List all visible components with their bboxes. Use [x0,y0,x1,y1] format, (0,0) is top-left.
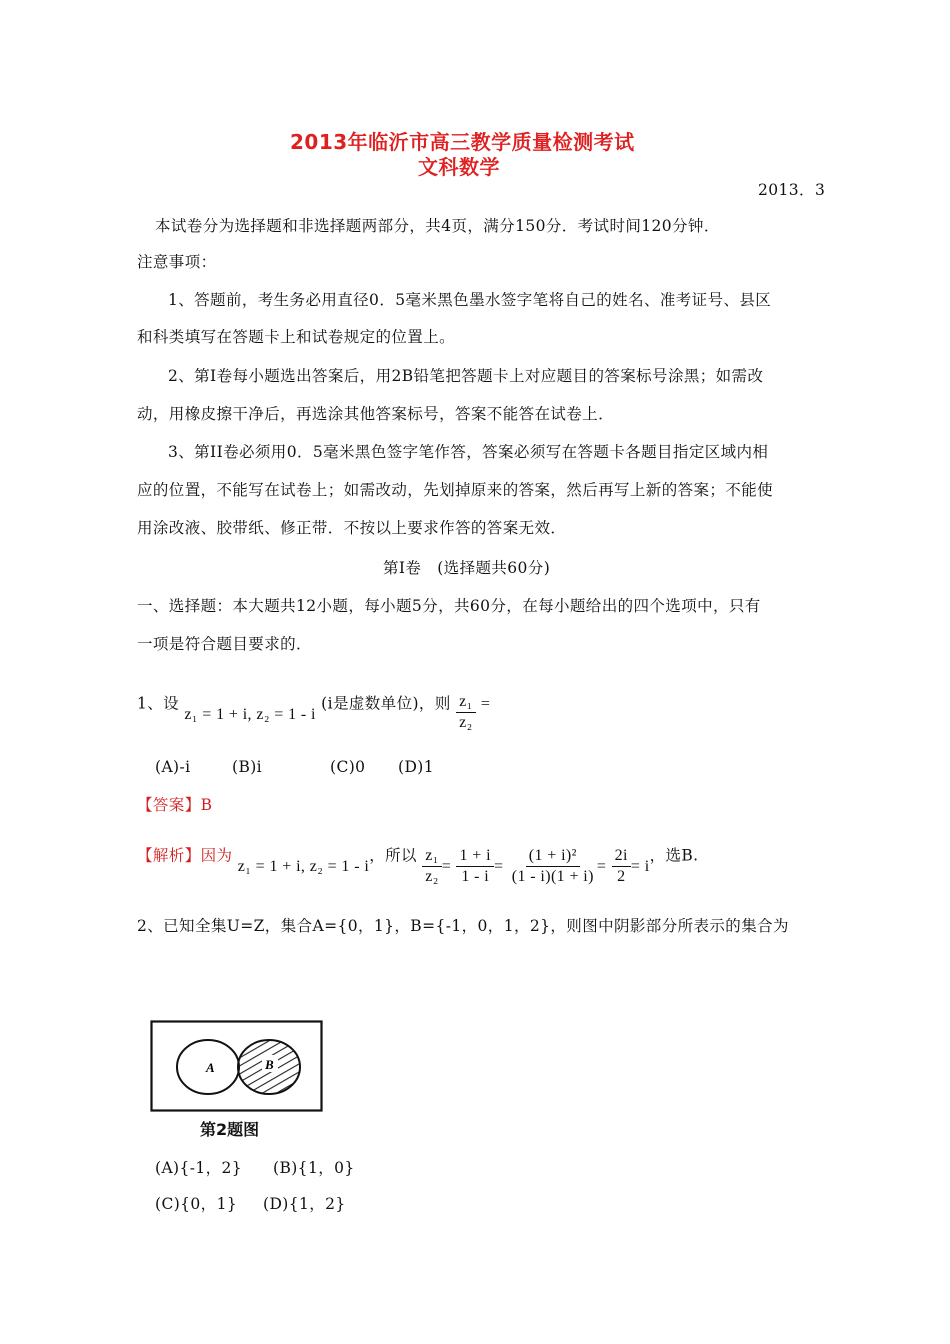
frac-2-den: 1 - i [461,868,490,885]
q1-prefix: 1、设 [137,694,180,713]
analysis-result: = i [630,857,650,875]
q1-equals: = [480,695,491,713]
intro-line: 本试卷分为选择题和非选择题两部分，共4页，满分150分．考试时间120分钟． [155,217,720,235]
frac-3-num: (1 + i)² [526,846,580,867]
exam-date: 2013．3 [758,181,826,199]
answer-label: 【答案】 [137,796,201,814]
q1-note: (i是虚数单位)，则 [321,694,451,713]
venn-label-a: A [206,1060,215,1075]
q1-fraction [456,692,475,733]
analysis-choose: ，选B. [649,846,699,865]
answer-value: B [200,796,213,814]
question-1 [137,684,491,731]
frac-4-den: 2 [617,868,626,885]
q1-option-a: (A)-i [155,758,191,776]
venn-label-b: B [265,1057,274,1072]
eq-sign: = [441,857,452,875]
q1-frac-num: z₁ [456,692,475,713]
eq-sign: = [596,857,607,875]
q2-option-c: (C){0，1} [155,1195,238,1213]
q2-option-b: (B){1，0} [273,1159,355,1177]
note-3-line-c: 用涂改液、胶带纸、修正带．不按以上要求作答的答案无效． [137,519,567,537]
q1-option-c: (C)0 [330,758,366,776]
note-2-line-a: 2、第I卷每小题选出答案后，用2B铅笔把答题卡上对应题目的答案标号涂黑；如需改 [168,367,764,385]
analysis-label: 【解析】 [137,846,201,865]
q2-option-d: (D){1，2} [263,1195,346,1213]
section-desc-b: 一项是符合题目要求的． [137,635,312,653]
analysis-frac-1 [422,846,441,887]
frac-3-den: (1 - i)(1 + i) [511,868,594,885]
q1-answer [137,793,212,815]
section-desc-a: 一、选择题：本大题共12小题，每小题5分，共60分，在每小题给出的四个选项中，只有 [137,597,761,615]
note-3-line-a: 3、第II卷必须用0．5毫米黑色签字笔作答，答案必须写在答题卡各题目指定区域内相 [168,443,769,461]
q1-option-d: (D)1 [398,758,434,776]
frac-1-den: z₂ [425,868,439,885]
q1-frac-den: z₂ [459,714,473,731]
exam-subtitle: 文科数学 [418,155,500,179]
q2-option-a: (A){-1，2} [155,1159,243,1177]
question-2: 2、已知全集U=Z，集合A={0，1}，B={-1，0，1，2}，则图中阴影部分所表示的集合为 [137,917,789,935]
note-2-line-b: 动，用橡皮擦干净后，再选涂其他答案标号，答案不能答在试卷上． [137,405,615,423]
analysis-frac-3 [509,846,597,887]
note-3-line-b: 应的位置，不能写在试卷上；如需改动，先划掉原来的答案，然后再写上新的答案；不能使 [137,481,774,499]
frac-4-num: 2i [612,846,631,867]
frac-1-num: z₁ [422,846,441,867]
venn-diagram [150,1020,325,1115]
q1-option-b: (B)i [232,758,263,776]
note-1-line-a: 1、答题前，考生务必用直径0．5毫米黑色墨水签字笔将自己的姓名、准考证号、县区 [168,291,772,309]
exam-title: 2013年临沂市高三教学质量检测考试 [290,130,635,154]
note-1-line-b: 和科类填写在答题卡上和试卷规定的位置上。 [137,328,456,346]
section-heading: 第I卷 (选择题共60分) [383,559,551,577]
q1-formula: z₁ = 1 + i, z₂ = 1 - i [184,705,316,723]
analysis-because: 因为 [200,846,233,865]
eq-sign: = [493,857,504,875]
notes-label: 注意事项： [137,253,217,271]
analysis-so: ，所以 [369,846,417,865]
analysis-frac-4 [612,846,631,887]
q1-analysis [137,836,699,885]
analysis-frac-2 [456,846,493,887]
frac-2-num: 1 + i [456,846,493,867]
analysis-formula: z₁ = 1 + i, z₂ = 1 - i [237,857,370,875]
figure-caption: 第2题图 [200,1120,260,1139]
